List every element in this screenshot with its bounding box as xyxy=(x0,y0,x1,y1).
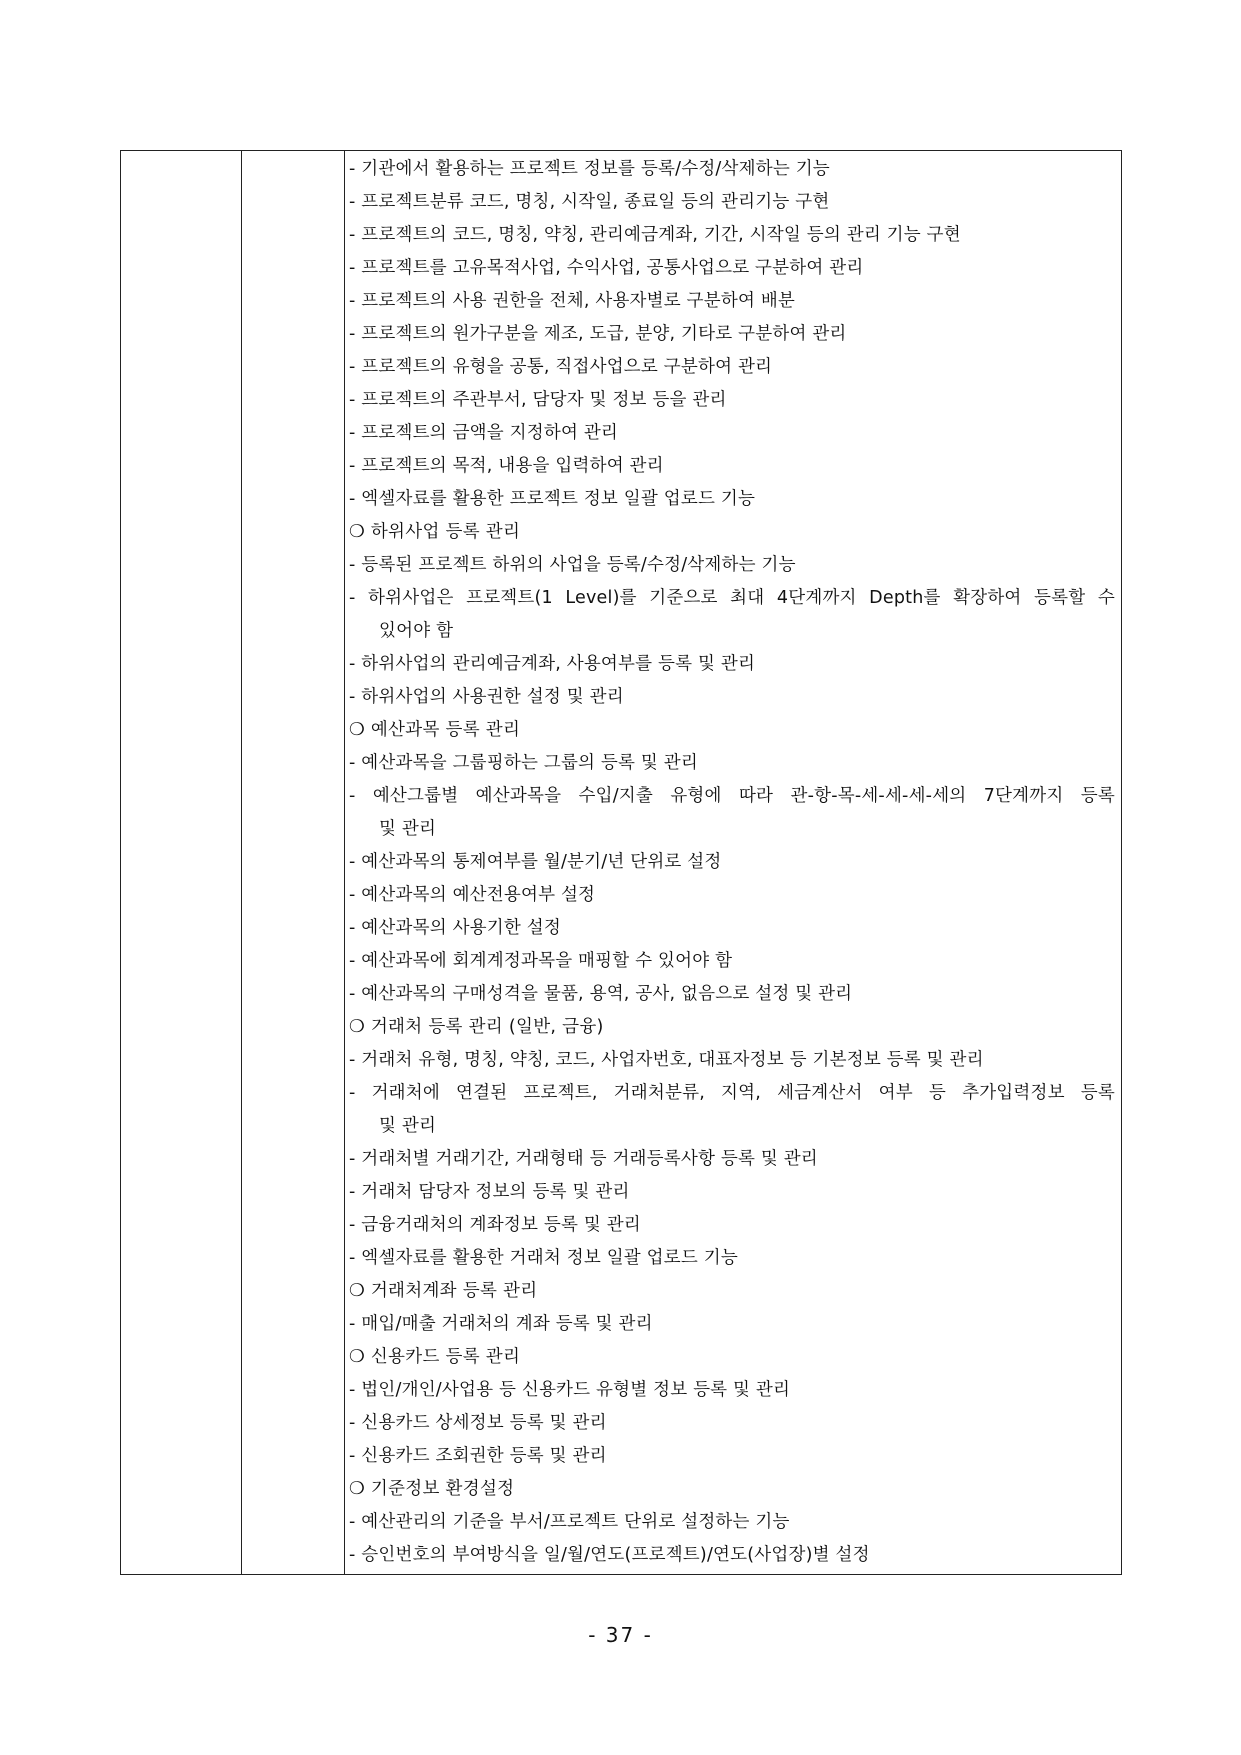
list-item: - 예산관리의 기준을 부서/프로젝트 단위로 설정하는 기능 xyxy=(349,1512,790,1532)
list-item: - 거래처 유형, 명칭, 약칭, 코드, 사업자번호, 대표자정보 등 기본정보 등록 및 관리 xyxy=(349,1050,984,1070)
section-heading: ❍ 거래처계좌 등록 관리 xyxy=(349,1281,538,1301)
section-heading: ❍ 기준정보 환경설정 xyxy=(349,1479,515,1499)
list-item: - 하위사업은 프로젝트(1 Level)를 기준으로 최대 4단계까지 Depth를 확장하여 등록할 수 xyxy=(349,588,1115,608)
list-item: - 프로젝트의 코드, 명칭, 약칭, 관리예금계좌, 기간, 시작일 등의 관리 기능 구현 xyxy=(349,225,961,245)
page-number: - 37 - xyxy=(588,1623,653,1647)
list-item: - 프로젝트분류 코드, 명칭, 시작일, 종료일 등의 관리기능 구현 xyxy=(349,192,830,212)
list-item: - 예산과목에 회계계정과목을 매핑할 수 있어야 함 xyxy=(349,951,733,971)
list-item: - 신용카드 상세정보 등록 및 관리 xyxy=(349,1413,607,1433)
list-item: - 엑셀자료를 활용한 거래처 정보 일괄 업로드 기능 xyxy=(349,1248,738,1268)
section-heading: ❍ 신용카드 등록 관리 xyxy=(349,1347,521,1367)
list-item: - 엑셀자료를 활용한 프로젝트 정보 일괄 업로드 기능 xyxy=(349,489,756,509)
section-heading: ❍ 하위사업 등록 관리 xyxy=(349,522,521,542)
item-cell xyxy=(242,151,345,1575)
list-item: - 프로젝트의 유형을 공통, 직접사업으로 구분하여 관리 xyxy=(349,357,773,377)
section-heading: ❍ 거래처 등록 관리 (일반, 금융) xyxy=(349,1017,604,1037)
list-item: 있어야 함 xyxy=(379,621,454,641)
list-item: 및 관리 xyxy=(379,1116,437,1136)
description-cell xyxy=(345,151,1122,1575)
list-item: - 예산과목의 예산전용여부 설정 xyxy=(349,885,596,905)
list-item: - 거래처 담당자 정보의 등록 및 관리 xyxy=(349,1182,630,1202)
list-item: - 프로젝트의 금액을 지정하여 관리 xyxy=(349,423,619,443)
list-item: - 매입/매출 거래처의 계좌 등록 및 관리 xyxy=(349,1314,653,1334)
list-item: - 프로젝트의 주관부서, 담당자 및 정보 등을 관리 xyxy=(349,390,727,410)
requirements-table xyxy=(120,150,1122,1575)
category-cell xyxy=(121,151,242,1575)
list-item: - 예산그룹별 예산과목을 수입/지출 유형에 따라 관-항-목-세-세-세-세의 7단계까지 등록 xyxy=(349,786,1115,806)
list-item: - 예산과목의 사용기한 설정 xyxy=(349,918,561,938)
list-item: - 하위사업의 관리예금계좌, 사용여부를 등록 및 관리 xyxy=(349,654,756,674)
list-item: - 예산과목의 통제여부를 월/분기/년 단위로 설정 xyxy=(349,852,722,872)
list-item: - 프로젝트의 사용 권한을 전체, 사용자별로 구분하여 배분 xyxy=(349,291,796,311)
list-item: - 신용카드 조회권한 등록 및 관리 xyxy=(349,1446,607,1466)
list-item: - 거래처별 거래기간, 거래형태 등 거래등록사항 등록 및 관리 xyxy=(349,1149,818,1169)
list-item: - 프로젝트의 목적, 내용을 입력하여 관리 xyxy=(349,456,664,476)
list-item: - 기관에서 활용하는 프로젝트 정보를 등록/수정/삭제하는 기능 xyxy=(349,159,830,179)
list-item: - 승인번호의 부여방식을 일/월/연도(프로젝트)/연도(사업장)별 설정 xyxy=(349,1545,870,1565)
section-heading: ❍ 예산과목 등록 관리 xyxy=(349,720,521,740)
list-item: - 금융거래처의 계좌정보 등록 및 관리 xyxy=(349,1215,641,1235)
list-item: - 프로젝트의 원가구분을 제조, 도급, 분양, 기타로 구분하여 관리 xyxy=(349,324,847,344)
list-item: - 등록된 프로젝트 하위의 사업을 등록/수정/삭제하는 기능 xyxy=(349,555,796,575)
table-row xyxy=(121,151,1122,1575)
description-lines xyxy=(345,151,1121,1574)
list-item: - 예산과목을 그룹핑하는 그룹의 등록 및 관리 xyxy=(349,753,698,773)
list-item: - 예산과목의 구매성격을 물품, 용역, 공사, 없음으로 설정 및 관리 xyxy=(349,984,853,1004)
list-item: - 프로젝트를 고유목적사업, 수익사업, 공통사업으로 구분하여 관리 xyxy=(349,258,864,278)
list-item: 및 관리 xyxy=(379,819,437,839)
list-item: - 법인/개인/사업용 등 신용카드 유형별 정보 등록 및 관리 xyxy=(349,1380,791,1400)
list-item: - 하위사업의 사용권한 설정 및 관리 xyxy=(349,687,624,707)
list-item: - 거래처에 연결된 프로젝트, 거래처분류, 지역, 세금계산서 여부 등 추가입력정보 등록 xyxy=(349,1083,1115,1103)
